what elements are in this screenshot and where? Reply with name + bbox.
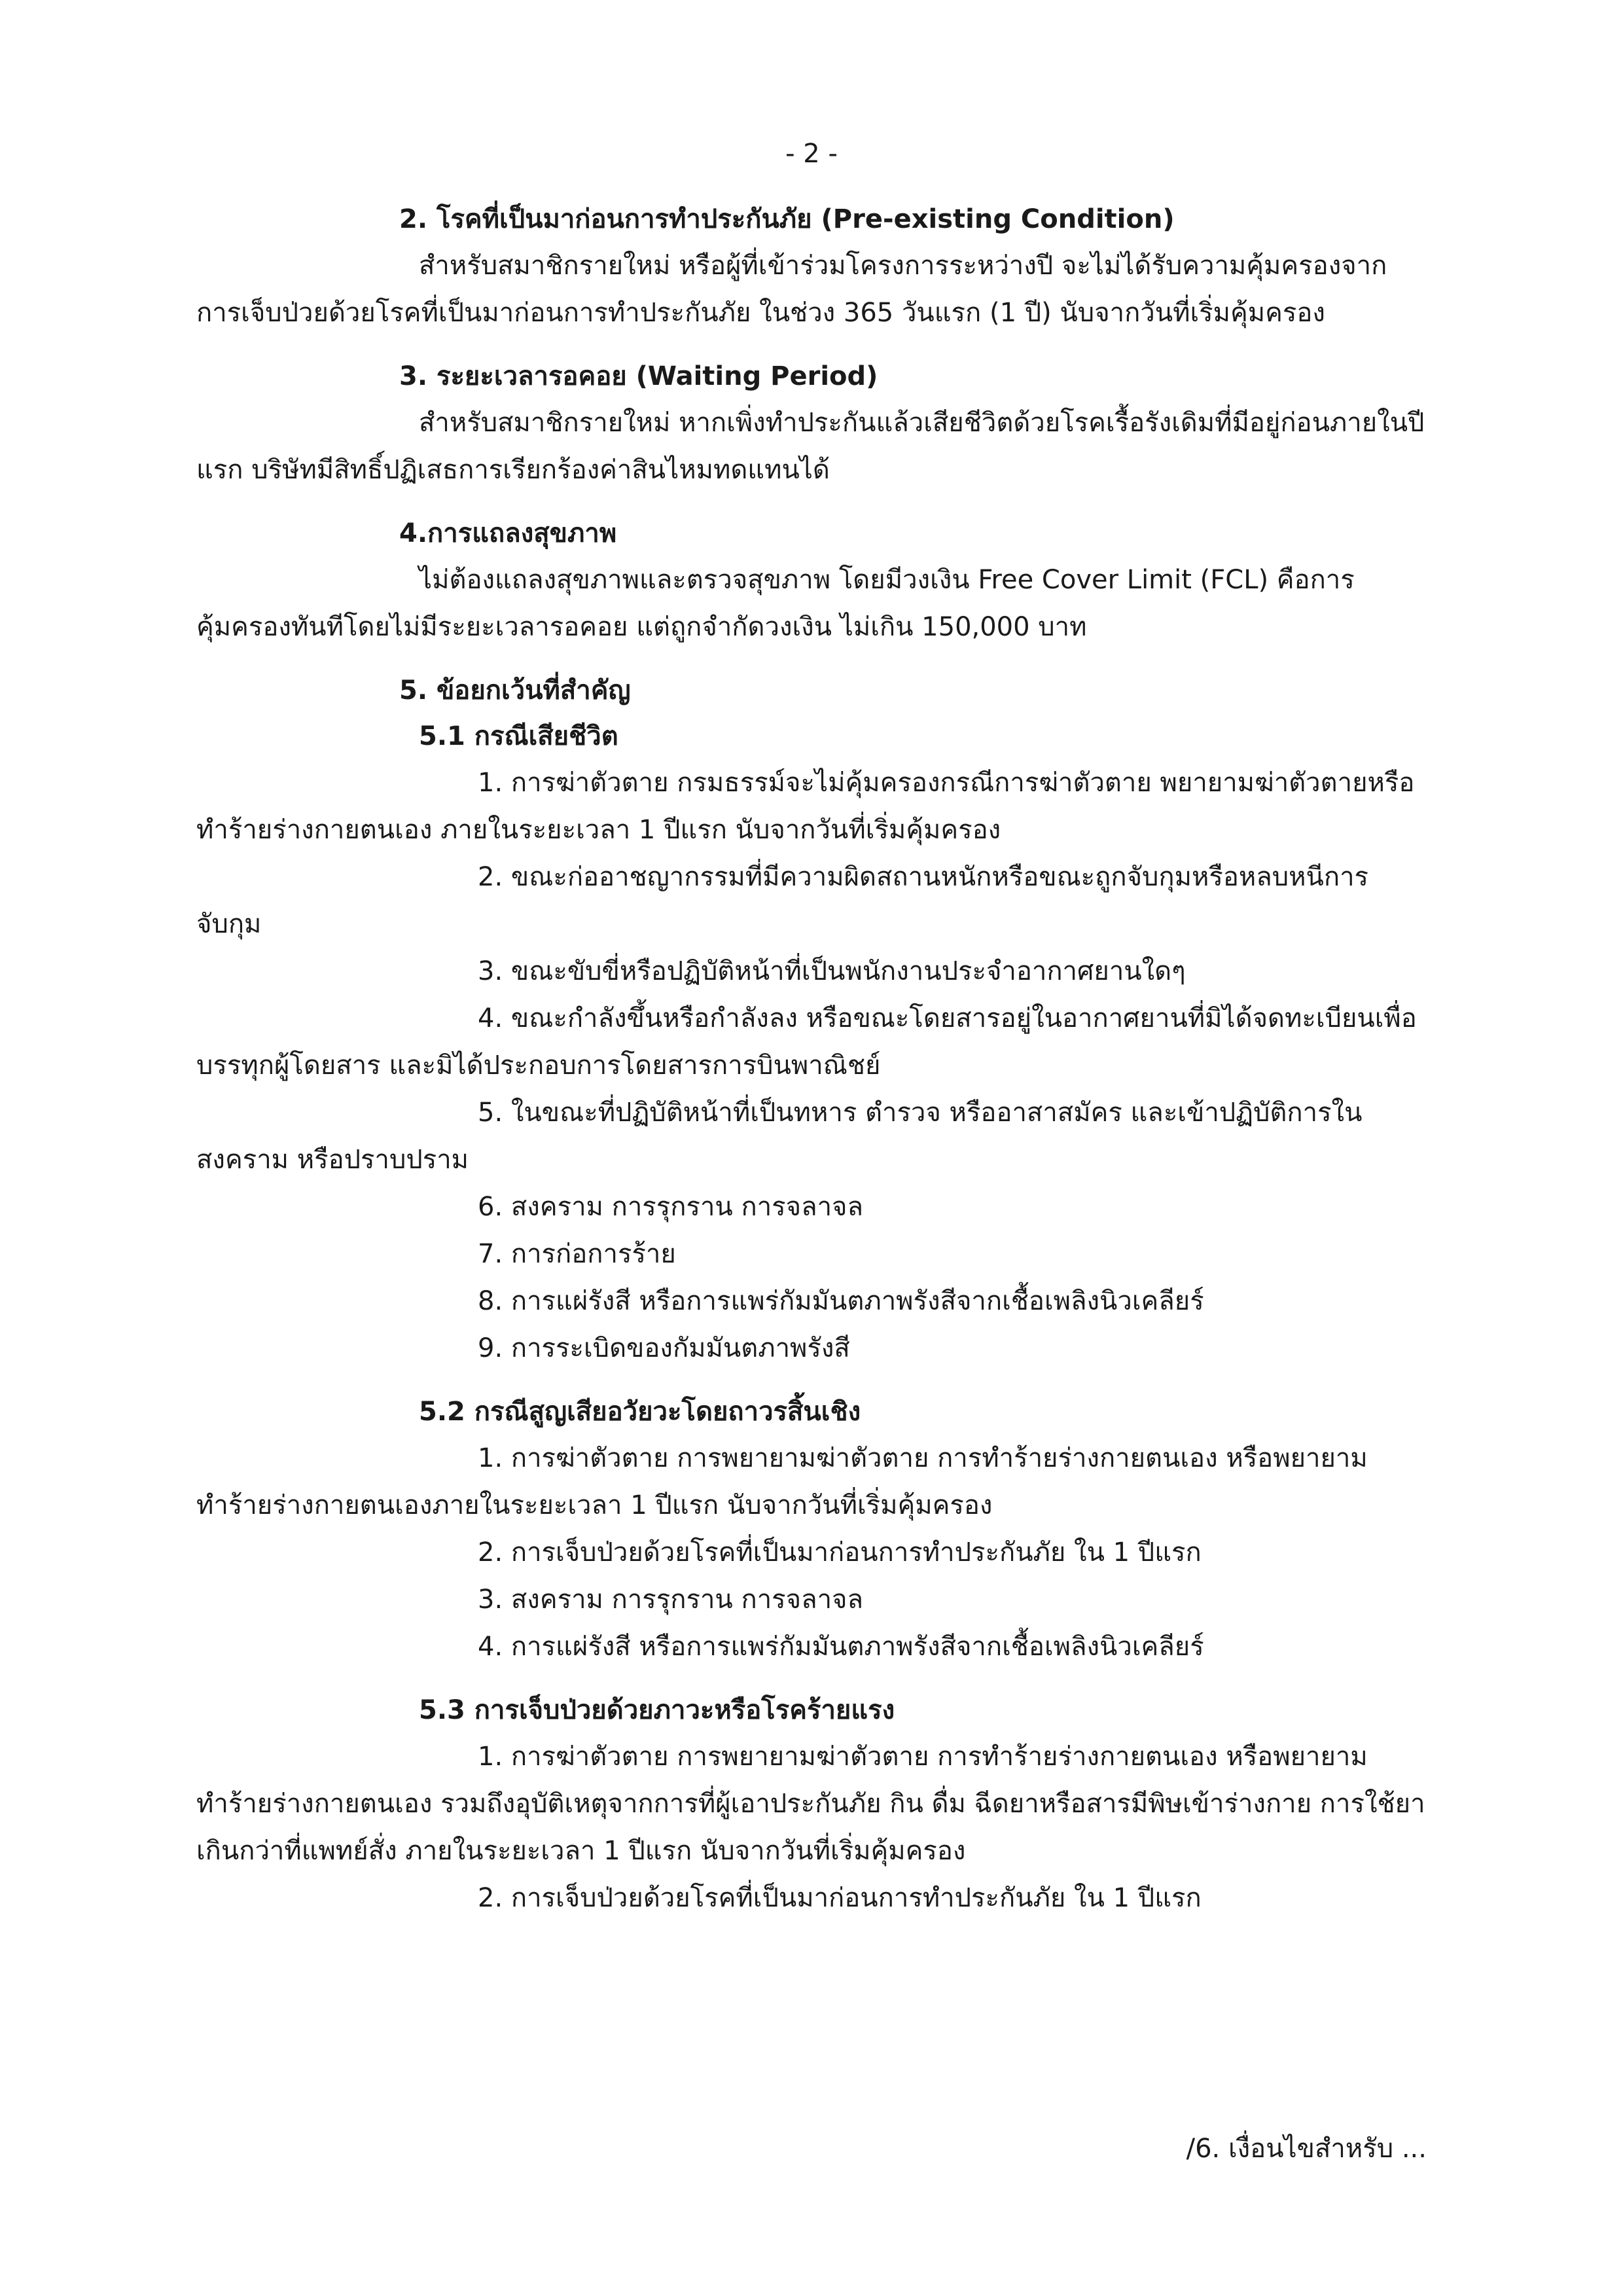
section-5-heading: 5. ข้อยกเว้นที่สำคัญ bbox=[399, 675, 631, 706]
section-5-2-item: 1. การฆ่าตัวตาย การพยายามฆ่าตัวตาย การทำร้ายร่างกายตนเอง หรือพยายามทำร้ายร่างกายตนเองภายในระยะเวลา 1 ปีแรก นับจากวันที่เริ่มคุ้มครอง bbox=[196, 1443, 1368, 1520]
section-5-1-item: 5. ในขณะที่ปฏิบัติหน้าที่เป็นทหาร ตำรวจ หรืออาสาสมัคร และเข้าปฏิบัติการในสงคราม หรือปราบปราม bbox=[196, 1098, 1363, 1175]
section-5-3-item: 1. การฆ่าตัวตาย การพยายามฆ่าตัวตาย การทำร้ายร่างกายตนเอง หรือพยายามทำร้ายร่างกายตนเอง รวมถึงอุบัติเหตุจากการที่ผู้เอาประกันภัย กิน ดื่ม ฉีดยาหรือสารมีพิษเข้าร่างกาย การใช้ยาเกินกว่าที่แพทย์สั่ง ภายในระยะเวลา 1 ปีแรก นับจากวันที่เริ่มคุ้มครอง bbox=[196, 1742, 1425, 1866]
section-5-1-item: 1. การฆ่าตัวตาย กรมธรรม์จะไม่คุ้มครองกรณีการฆ่าตัวตาย พยายามฆ่าตัวตายหรือทำร้ายร่างกายตนเอง ภายในระยะเวลา 1 ปีแรก นับจากวันที่เริ่มคุ้มครอง bbox=[196, 768, 1415, 845]
section-5-1-item: 8. การแผ่รังสี หรือการแพร่กัมมันตภาพรังสีจากเชื้อเพลิงนิวเคลียร์ bbox=[478, 1286, 1204, 1316]
section-5-2-item: 3. สงคราม การรุกราน การจลาจล bbox=[478, 1585, 864, 1615]
page-number: - 2 - bbox=[785, 139, 838, 169]
section-5-3-item: 2. การเจ็บป่วยด้วยโรคที่เป็นมาก่อนการทำประกันภัย ใน 1 ปีแรก bbox=[478, 1883, 1202, 1913]
document-body bbox=[196, 196, 1427, 1922]
section-5-2-item: 4. การแผ่รังสี หรือการแพร่กัมมันตภาพรังสีจากเชื้อเพลิงนิวเคลียร์ bbox=[478, 1632, 1204, 1662]
section-3-heading: 3. ระยะเวลารอคอย (Waiting Period) bbox=[399, 361, 878, 391]
section-5-1-heading: 5.1 กรณีเสียชีวิต bbox=[419, 721, 618, 751]
section-4-heading: 4.การแถลงสุขภาพ bbox=[399, 518, 617, 548]
section-5-2-heading: 5.2 กรณีสูญเสียอวัยวะโดยถาวรสิ้นเชิง bbox=[419, 1397, 861, 1427]
section-2-heading: 2. โรคที่เป็นมาก่อนการทำประกันภัย (Pre-existing Condition) bbox=[399, 204, 1175, 234]
section-5-2-item: 2. การเจ็บป่วยด้วยโรคที่เป็นมาก่อนการทำประกันภัย ใน 1 ปีแรก bbox=[478, 1537, 1202, 1568]
section-5-1-item: 6. สงคราม การรุกราน การจลาจล bbox=[478, 1192, 864, 1222]
section-4-body: ไม่ต้องแถลงสุขภาพและตรวจสุขภาพ โดยมีวงเงิน Free Cover Limit (FCL) คือการคุ้มครองทันทีโดยไม่มีระยะเวลารอคอย แต่ถูกจำกัดวงเงิน ไม่เกิน 150,000 บาท bbox=[196, 565, 1355, 642]
section-5-3-heading: 5.3 การเจ็บป่วยด้วยภาวะหรือโรคร้ายแรง bbox=[419, 1695, 895, 1725]
section-3-body: สำหรับสมาชิกรายใหม่ หากเพิ่งทำประกันแล้วเสียชีวิตด้วยโรคเรื้อรังเดิมที่มีอยู่ก่อนภายในปีแรก บริษัทมีสิทธิ์ปฏิเสธการเรียกร้องค่าสินไหมทดแทนได้ bbox=[196, 408, 1425, 485]
section-5-1-item: 2. ขณะก่ออาชญากรรมที่มีความผิดสถานหนักหรือขณะถูกจับกุมหรือหลบหนีการจับกุม bbox=[196, 862, 1369, 939]
section-2-body: สำหรับสมาชิกรายใหม่ หรือผู้ที่เข้าร่วมโครงการระหว่างปี จะไม่ได้รับความคุ้มครองจากการเจ็บป่วยด้วยโรคที่เป็นมาก่อนการทำประกันภัย ในช่วง 365 วันแรก (1 ปี) นับจากวันที่เริ่มคุ้มครอง bbox=[196, 251, 1387, 328]
section-5-1-item: 4. ขณะกำลังขึ้นหรือกำลังลง หรือขณะโดยสารอยู่ในอากาศยานที่มิได้จดทะเบียนเพื่อบรรทุกผู้โดยสาร และมิได้ประกอบการโดยสารการบินพาณิชย์ bbox=[196, 1003, 1417, 1081]
continuation-note: /6. เงื่อนไขสำหรับ ... bbox=[1186, 2134, 1427, 2164]
section-5-1-item: 3. ขณะขับขี่หรือปฏิบัติหน้าที่เป็นพนักงานประจำอากาศยานใดๆ bbox=[478, 956, 1186, 986]
section-5-1-item: 9. การระเบิดของกัมมันตภาพรังสี bbox=[478, 1333, 850, 1363]
section-5-1-item: 7. การก่อการร้าย bbox=[478, 1239, 676, 1269]
